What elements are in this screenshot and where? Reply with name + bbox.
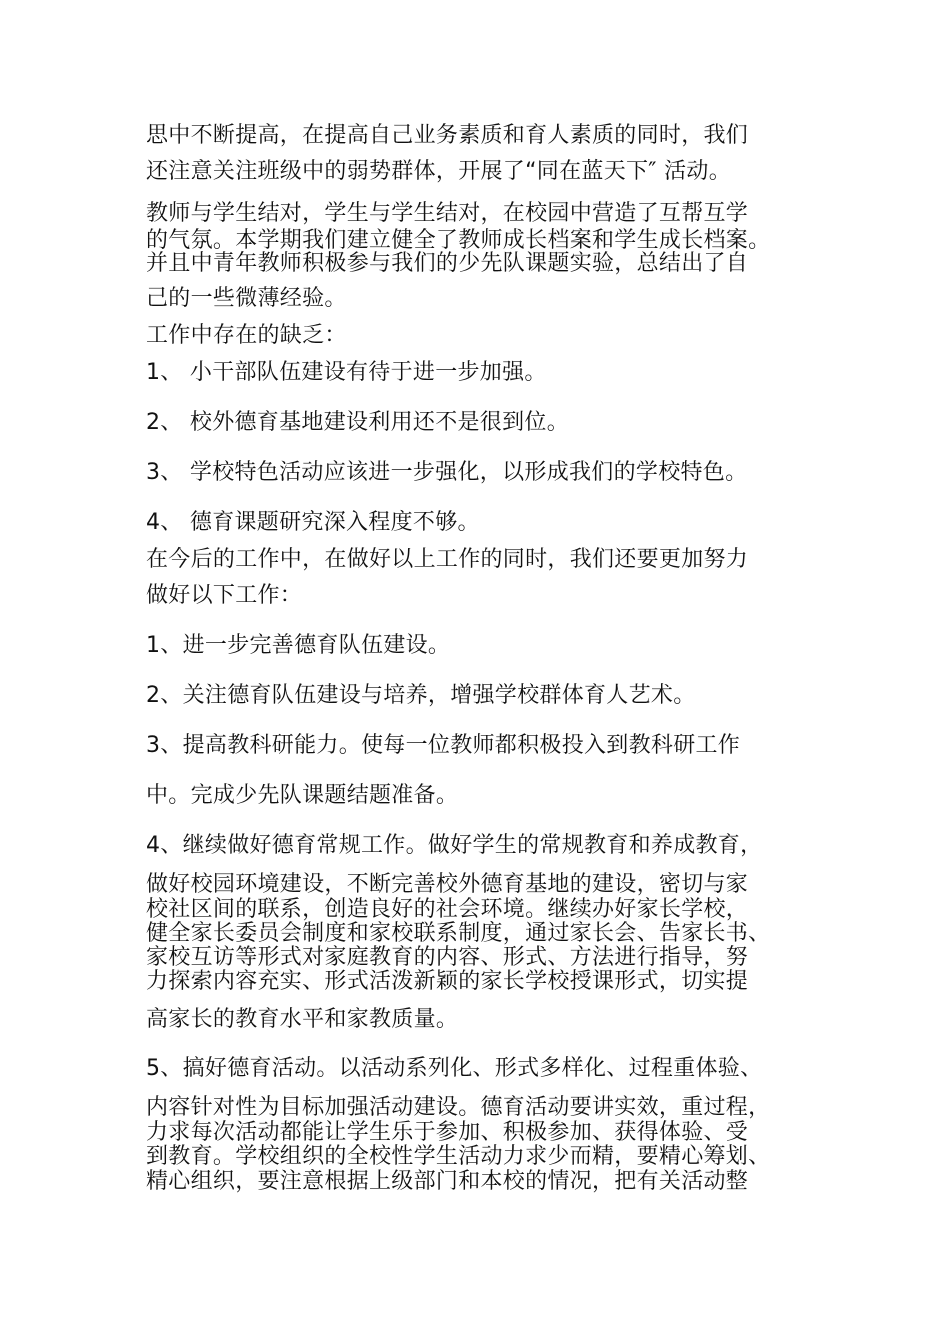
list-item: 3、 学校特色活动应该进一步强化，以形成我们的学校特色。 bbox=[146, 460, 748, 485]
list-item: 1、 小干部队伍建设有待于进一步加强。 bbox=[146, 360, 547, 385]
text-line: 己的一些微薄经验。 bbox=[146, 286, 347, 311]
text-line: 教师与学生结对，学生与学生结对，在校园中营造了互帮互学 bbox=[146, 201, 749, 226]
text-line: 并且中青年教师积极参与我们的少先队课题实验，总结出了自 bbox=[146, 251, 749, 276]
text-line: 高家长的教育水平和家教质量。 bbox=[146, 1007, 459, 1032]
list-item: 3、提高教科研能力。使每一位教师都积极投入到教科研工作 bbox=[146, 733, 741, 758]
list-item: 2、关注德育队伍建设与培养，增强学校群体育人艺术。 bbox=[146, 683, 696, 708]
text-line: 家校互访等形式对家庭教育的内容、形式、方法进行指导，努 bbox=[146, 945, 749, 970]
list-item: 4、 德育课题研究深入程度不够。 bbox=[146, 510, 480, 535]
text-line: 还注意关注班级中的弱势群体，开展了“同在蓝天下″ 活动。 bbox=[146, 159, 732, 184]
list-item: 5、搞好德育活动。以活动系列化、形式多样化、过程重体验、 bbox=[146, 1056, 763, 1081]
text-line: 做好以下工作： bbox=[146, 583, 303, 608]
text-line: 力求每次活动都能让学生乐于参加、积极参加、获得体验、受 bbox=[146, 1120, 749, 1145]
text-line: 在今后的工作中，在做好以上工作的同时，我们还要更加努力 bbox=[146, 547, 749, 572]
text-line: 到教育。学校组织的全校性学生活动力求少而精，要精心筹划、 bbox=[146, 1144, 771, 1169]
text-line: 精心组织，要注意根据上级部门和本校的情况，把有关活动整 bbox=[146, 1169, 749, 1194]
text-line: 工作中存在的缺乏： bbox=[146, 323, 347, 348]
text-line: 力探索内容充实、形式活泼新颖的家长学校授课形式，切实提 bbox=[146, 969, 749, 994]
text-line: 思中不断提高，在提高自己业务素质和育人素质的同时，我们 bbox=[146, 123, 749, 148]
text-line: 的气氛。本学期我们建立健全了教师成长档案和学生成长档案。 bbox=[146, 228, 771, 253]
list-item: 4、继续做好德育常规工作。做好学生的常规教育和养成教育， bbox=[146, 833, 763, 858]
text-line: 中。完成少先队课题结题准备。 bbox=[146, 783, 459, 808]
text-line: 校社区间的联系，创造良好的社会环境。继续办好家长学校， bbox=[146, 897, 749, 922]
text-line: 内容针对性为目标加强活动建设。德育活动要讲实效，重过程， bbox=[146, 1095, 771, 1120]
text-line: 健全家长委员会制度和家校联系制度，通过家长会、告家长书、 bbox=[146, 921, 771, 946]
list-item: 1、进一步完善德育队伍建设。 bbox=[146, 633, 451, 658]
text-line: 做好校园环境建设，不断完善校外德育基地的建设，密切与家 bbox=[146, 872, 749, 897]
list-item: 2、 校外德育基地建设利用还不是很到位。 bbox=[146, 410, 569, 435]
